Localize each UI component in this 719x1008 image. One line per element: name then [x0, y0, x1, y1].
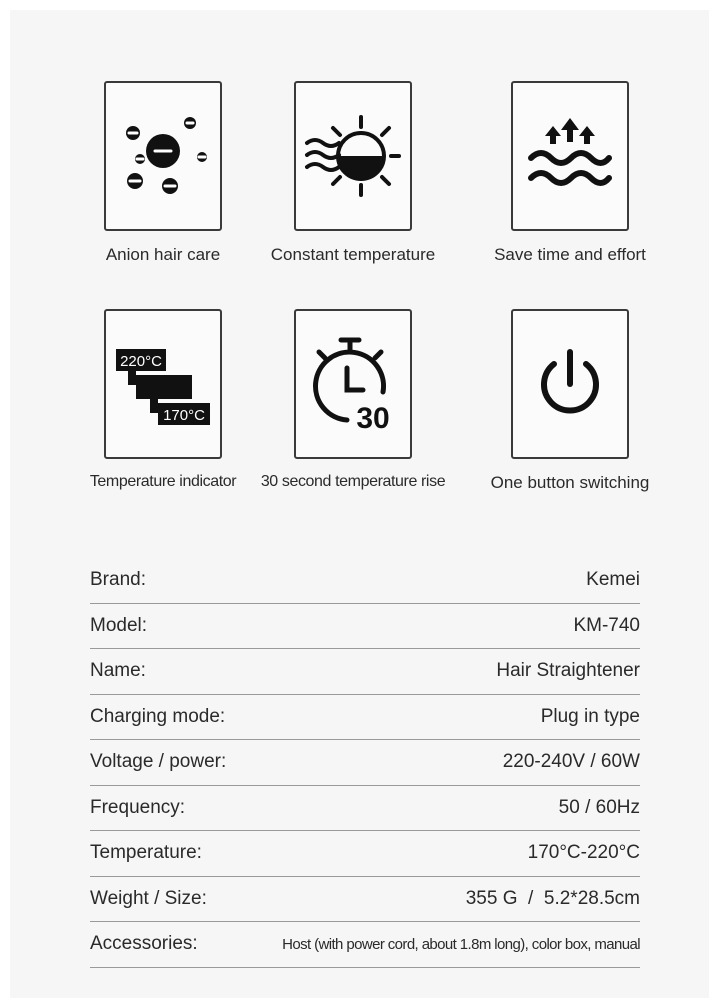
- feature-30-second-rise: [258, 309, 448, 491]
- spec-value: 220-240V / 60W: [502, 751, 640, 773]
- stopwatch-icon: [303, 334, 403, 434]
- feature-label: Save time and effort: [494, 245, 646, 264]
- power-icon: [530, 344, 610, 424]
- feature-label: One button switching: [490, 473, 650, 492]
- temperature-indicator-icon: [110, 339, 216, 429]
- temp-high-label: 220°C: [120, 353, 162, 370]
- feature-label: Temperature indicator: [89, 473, 237, 490]
- stopwatch-icon-box: [294, 309, 412, 459]
- steam-waves-icon: [525, 116, 615, 196]
- spec-row-voltage-power: [90, 740, 640, 786]
- spec-label: Brand:: [90, 569, 146, 591]
- spec-row-charging-mode: [90, 695, 640, 741]
- spec-row-frequency: [90, 786, 640, 832]
- spec-label: Voltage / power:: [90, 751, 227, 773]
- spec-label: Temperature:: [90, 842, 202, 864]
- feature-label: Constant temperature: [270, 245, 436, 264]
- spec-value: Kemei: [586, 569, 640, 591]
- feature-temperature-indicator: [58, 309, 268, 491]
- product-spec-page: [10, 10, 709, 998]
- feature-anion: [68, 81, 258, 265]
- spec-label: Model:: [90, 614, 148, 636]
- spec-row-name: [90, 649, 640, 695]
- temp-low-label: 170°C: [163, 407, 205, 424]
- spec-table: [90, 558, 640, 968]
- timer-value: 30: [356, 402, 390, 434]
- spec-value: 355 G / 5.2*28.5cm: [465, 887, 640, 909]
- power-icon-box: [511, 309, 629, 459]
- spec-label: Frequency:: [90, 796, 186, 818]
- anion-icon: [118, 111, 208, 201]
- temperature-indicator-icon-box: [104, 309, 222, 459]
- spec-label: Name:: [90, 660, 146, 682]
- spec-label: Charging mode:: [90, 705, 226, 727]
- spec-row-temperature: [90, 831, 640, 877]
- spec-row-accessories: [90, 922, 640, 968]
- feature-save-time: [475, 81, 665, 265]
- spec-value: Plug in type: [540, 705, 640, 727]
- spec-row-brand: [90, 558, 640, 604]
- steam-waves-icon-box: [511, 81, 629, 231]
- sun-wave-icon-box: [294, 81, 412, 231]
- spec-label: Accessories:: [90, 933, 198, 955]
- feature-constant-temperature: [258, 81, 448, 265]
- spec-label: Weight / Size:: [90, 887, 207, 909]
- feature-one-button: [475, 309, 665, 493]
- spec-value: Hair Straightener: [496, 660, 640, 682]
- spec-row-weight-size: [90, 877, 640, 923]
- feature-label: Anion hair care: [105, 245, 221, 264]
- anion-icon-box: [104, 81, 222, 231]
- spec-row-model: [90, 604, 640, 650]
- feature-label: 30 second temperature rise: [260, 473, 446, 490]
- spec-value: 170°C-220°C: [527, 842, 640, 864]
- sun-wave-icon: [303, 111, 403, 201]
- spec-value: KM-740: [573, 614, 640, 636]
- spec-value: 50 / 60Hz: [558, 796, 640, 818]
- spec-value: Host (with power cord, about 1.8m long), color box, manual: [282, 935, 640, 953]
